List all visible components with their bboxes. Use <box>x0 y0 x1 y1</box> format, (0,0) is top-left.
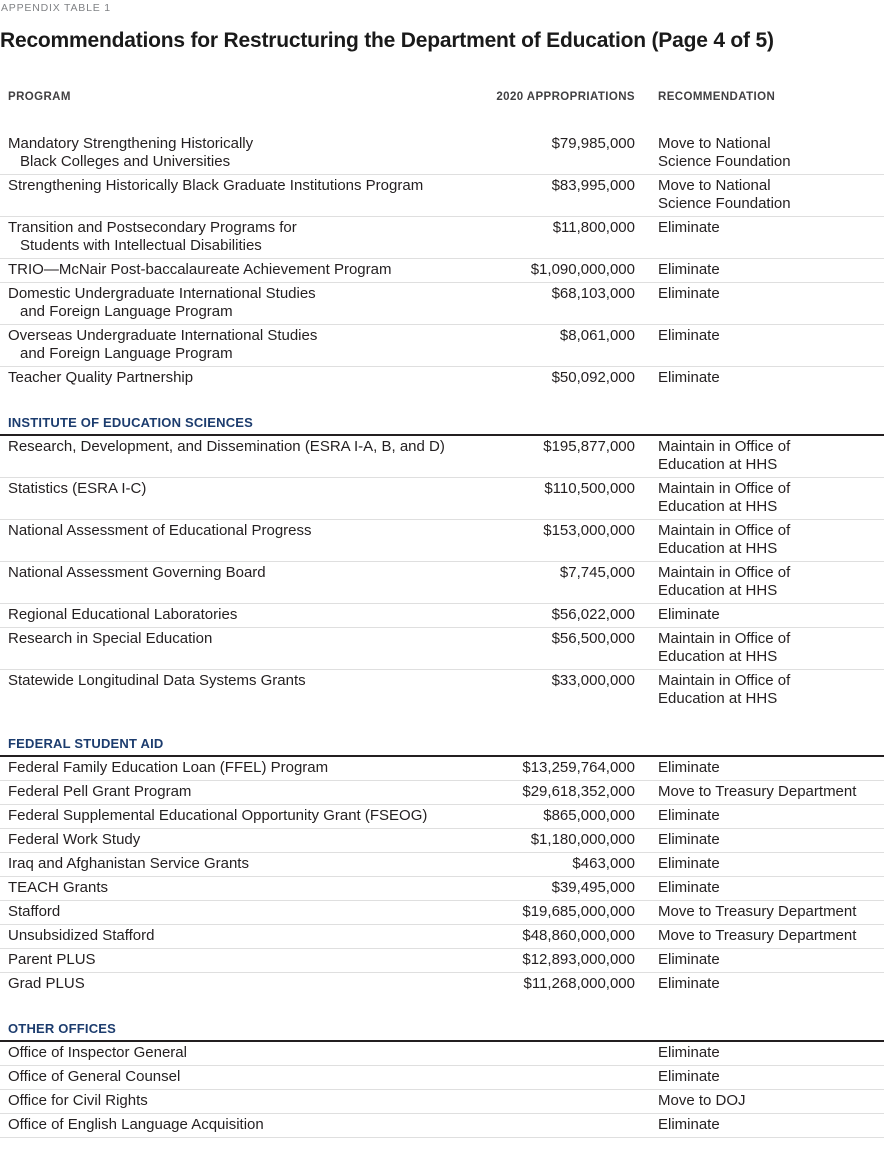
program-cell <box>0 327 484 363</box>
recommendation-cell <box>635 1092 884 1110</box>
recommendation-cell <box>635 1044 884 1062</box>
program-cell <box>0 1116 484 1134</box>
table-section-other-offices <box>0 1021 884 1138</box>
section-heading-institute-of-education-sciences: INSTITUTE OF EDUCATION SCIENCES <box>0 415 884 436</box>
appropriation-cell: $110,500,000 <box>544 480 635 498</box>
appropriation-cell: $19,685,000,000 <box>522 903 635 921</box>
recommendation-line: Maintain in Office of <box>658 564 791 582</box>
table-row <box>0 217 884 259</box>
recommendation-line: Maintain in Office of <box>658 672 791 690</box>
column-header-program: PROGRAM <box>8 91 71 104</box>
appropriation-cell: $39,495,000 <box>551 879 635 897</box>
program-cell <box>0 564 484 600</box>
table-row <box>0 877 884 901</box>
recommendation-line: Move to National <box>658 177 771 195</box>
appropriation-cell: $1,180,000,000 <box>530 831 635 849</box>
recommendation-cell <box>635 879 884 897</box>
recommendation-line: Science Foundation <box>658 195 791 213</box>
table-row <box>0 757 884 781</box>
program-cell <box>0 927 484 945</box>
appropriation-cell: $29,618,352,000 <box>522 783 635 801</box>
table-row <box>0 133 884 175</box>
table-row <box>0 175 884 217</box>
table-row <box>0 1042 884 1066</box>
program-cell <box>0 783 484 801</box>
table-row <box>0 325 884 367</box>
appropriation-cell: $79,985,000 <box>551 135 635 153</box>
recommendation-line: Education at HHS <box>658 690 778 708</box>
recommendation-line: Eliminate <box>658 285 720 303</box>
recommendation-line: Eliminate <box>658 807 720 825</box>
recommendation-cell <box>635 759 884 777</box>
program-line: Stafford <box>8 903 61 921</box>
table-row <box>0 973 884 996</box>
program-line: Federal Family Education Loan (FFEL) Program <box>8 759 329 777</box>
appropriation-cell: $13,259,764,000 <box>522 759 635 777</box>
program-line: and Foreign Language Program <box>20 345 233 363</box>
appropriation-cell <box>484 1068 635 1086</box>
program-line: Strengthening Historically Black Graduate Institutions Program <box>8 177 424 195</box>
table-row <box>0 628 884 670</box>
program-line: Black Colleges and Universities <box>20 153 231 171</box>
recommendation-cell <box>635 327 884 363</box>
program-line: National Assessment Governing Board <box>8 564 266 582</box>
program-line: Federal Supplemental Educational Opportunity Grant (FSEOG) <box>8 807 428 825</box>
table-column-headers <box>0 91 884 103</box>
recommendation-line: Maintain in Office of <box>658 522 791 540</box>
recommendation-line: Eliminate <box>658 951 720 969</box>
recommendation-line: Maintain in Office of <box>658 438 791 456</box>
recommendation-line: Move to National <box>658 135 771 153</box>
appropriation-cell: $11,268,000,000 <box>523 975 635 993</box>
recommendation-line: Eliminate <box>658 327 720 345</box>
program-line: Unsubsidized Stafford <box>8 927 155 945</box>
program-cell <box>0 1068 484 1086</box>
program-line: Overseas Undergraduate International Studies <box>8 327 318 345</box>
recommendation-line: Eliminate <box>658 1116 720 1134</box>
recommendation-line: Education at HHS <box>658 648 778 666</box>
program-line: Federal Work Study <box>8 831 141 849</box>
recommendation-line: Eliminate <box>658 261 720 279</box>
program-line: Mandatory Strengthening Historically <box>8 135 254 153</box>
table-row <box>0 436 884 478</box>
section-heading-other-offices: OTHER OFFICES <box>0 1021 884 1042</box>
appropriation-cell <box>484 1044 635 1062</box>
program-cell <box>0 480 484 516</box>
recommendation-cell <box>635 177 884 213</box>
recommendation-cell <box>635 1068 884 1086</box>
program-line: and Foreign Language Program <box>20 303 233 321</box>
program-cell <box>0 831 484 849</box>
table-row <box>0 478 884 520</box>
program-cell <box>0 522 484 558</box>
appropriation-cell: $11,800,000 <box>552 219 635 237</box>
recommendation-line: Eliminate <box>658 1068 720 1086</box>
table-row <box>0 283 884 325</box>
program-cell <box>0 855 484 873</box>
table-row <box>0 670 884 711</box>
recommendation-cell <box>635 831 884 849</box>
table-row <box>0 829 884 853</box>
program-cell <box>0 759 484 777</box>
program-line: Domestic Undergraduate International Studies <box>8 285 316 303</box>
appropriation-cell: $48,860,000,000 <box>522 927 635 945</box>
program-line: Parent PLUS <box>8 951 96 969</box>
program-cell <box>0 672 484 708</box>
program-line: Research in Special Education <box>8 630 213 648</box>
recommendation-line: Education at HHS <box>658 456 778 474</box>
program-line: Statistics (ESRA I-C) <box>8 480 147 498</box>
recommendation-cell <box>635 672 884 708</box>
table-row <box>0 259 884 283</box>
recommendation-line: Eliminate <box>658 879 720 897</box>
recommendation-line: Eliminate <box>658 369 720 387</box>
appropriation-cell: $12,893,000,000 <box>522 951 635 969</box>
table-row <box>0 1090 884 1114</box>
table-row <box>0 925 884 949</box>
recommendation-line: Eliminate <box>658 831 720 849</box>
recommendation-cell <box>635 480 884 516</box>
table-row <box>0 949 884 973</box>
recommendation-cell <box>635 951 884 969</box>
program-line: Office of English Language Acquisition <box>8 1116 264 1134</box>
appropriation-cell <box>484 1092 635 1110</box>
table-row <box>0 853 884 877</box>
column-header-appropriations: 2020 APPROPRIATIONS <box>496 91 635 104</box>
appendix-table-label: APPENDIX TABLE 1 <box>1 2 111 14</box>
program-cell <box>0 135 484 171</box>
program-cell <box>0 951 484 969</box>
program-line: Statewide Longitudinal Data Systems Grants <box>8 672 306 690</box>
recommendation-cell <box>635 135 884 171</box>
program-cell <box>0 630 484 666</box>
table-row <box>0 901 884 925</box>
column-header-recommendation: RECOMMENDATION <box>658 91 776 104</box>
recommendation-line: Education at HHS <box>658 582 778 600</box>
program-line: Office of General Counsel <box>8 1068 181 1086</box>
appropriation-cell: $33,000,000 <box>551 672 635 690</box>
appropriation-cell: $865,000,000 <box>543 807 635 825</box>
recommendation-line: Eliminate <box>658 1044 720 1062</box>
program-cell <box>0 975 484 993</box>
recommendation-line: Move to Treasury Department <box>658 903 857 921</box>
program-line: Students with Intellectual Disabilities <box>20 237 262 255</box>
table-row <box>0 781 884 805</box>
recommendation-line: Move to Treasury Department <box>658 927 857 945</box>
recommendation-cell <box>635 285 884 321</box>
program-cell <box>0 177 484 213</box>
table-row <box>0 1114 884 1138</box>
appropriation-cell: $68,103,000 <box>551 285 635 303</box>
table-row <box>0 805 884 829</box>
program-line: Regional Educational Laboratories <box>8 606 238 624</box>
table-section-federal-student-aid <box>0 736 884 996</box>
recommendation-cell <box>635 564 884 600</box>
recommendation-cell <box>635 975 884 993</box>
recommendation-cell <box>635 807 884 825</box>
program-cell <box>0 1092 484 1110</box>
appropriation-cell: $56,500,000 <box>551 630 635 648</box>
table-section-top <box>0 133 884 390</box>
recommendation-cell <box>635 606 884 624</box>
recommendation-line: Education at HHS <box>658 498 778 516</box>
program-cell <box>0 1044 484 1062</box>
appropriation-cell: $50,092,000 <box>551 369 635 387</box>
recommendation-cell <box>635 261 884 279</box>
recommendation-line: Move to Treasury Department <box>658 783 857 801</box>
recommendation-line: Eliminate <box>658 759 720 777</box>
recommendation-cell <box>635 1116 884 1134</box>
recommendation-cell <box>635 855 884 873</box>
program-line: TRIO—McNair Post-baccalaureate Achievement Program <box>8 261 392 279</box>
recommendation-cell <box>635 783 884 801</box>
recommendation-cell <box>635 522 884 558</box>
recommendation-line: Move to DOJ <box>658 1092 746 1110</box>
program-cell <box>0 219 484 255</box>
recommendation-line: Science Foundation <box>658 153 791 171</box>
recommendation-cell <box>635 369 884 387</box>
program-cell <box>0 879 484 897</box>
recommendation-cell <box>635 927 884 945</box>
recommendation-line: Eliminate <box>658 975 720 993</box>
table-row <box>0 562 884 604</box>
table-row <box>0 604 884 628</box>
program-line: Grad PLUS <box>8 975 85 993</box>
program-line: Office of Inspector General <box>8 1044 187 1062</box>
table-section-institute-of-education-sciences <box>0 415 884 711</box>
table-row <box>0 1066 884 1090</box>
program-cell <box>0 903 484 921</box>
program-line: Transition and Postsecondary Programs for <box>8 219 297 237</box>
recommendation-cell <box>635 219 884 255</box>
program-line: TEACH Grants <box>8 879 109 897</box>
appropriation-cell: $195,877,000 <box>543 438 635 456</box>
program-line: National Assessment of Educational Progress <box>8 522 312 540</box>
table-row <box>0 520 884 562</box>
program-cell <box>0 807 484 825</box>
recommendation-line: Eliminate <box>658 219 720 237</box>
program-line: Federal Pell Grant Program <box>8 783 192 801</box>
appropriation-cell: $83,995,000 <box>551 177 635 195</box>
appropriation-cell <box>484 1116 635 1134</box>
table-row <box>0 367 884 390</box>
appropriation-cell: $56,022,000 <box>551 606 635 624</box>
appropriation-cell: $1,090,000,000 <box>530 261 635 279</box>
program-line: Research, Development, and Dissemination (ESRA I-A, B, and D) <box>8 438 445 456</box>
appropriation-cell: $153,000,000 <box>543 522 635 540</box>
appropriation-cell: $463,000 <box>572 855 635 873</box>
recommendation-line: Education at HHS <box>658 540 778 558</box>
page-title: Recommendations for Restructuring the Department of Education (Page 4 of 5) <box>0 29 774 52</box>
program-cell <box>0 438 484 474</box>
program-line: Teacher Quality Partnership <box>8 369 194 387</box>
table-body <box>0 133 884 1138</box>
program-line: Office for Civil Rights <box>8 1092 148 1110</box>
program-cell <box>0 285 484 321</box>
program-cell <box>0 369 484 387</box>
appropriation-cell: $7,745,000 <box>559 564 635 582</box>
program-cell <box>0 606 484 624</box>
recommendation-cell <box>635 903 884 921</box>
section-heading-federal-student-aid: FEDERAL STUDENT AID <box>0 736 884 757</box>
program-line: Iraq and Afghanistan Service Grants <box>8 855 249 873</box>
recommendation-cell <box>635 630 884 666</box>
recommendation-line: Maintain in Office of <box>658 630 791 648</box>
recommendation-cell <box>635 438 884 474</box>
recommendation-line: Eliminate <box>658 855 720 873</box>
program-cell <box>0 261 484 279</box>
recommendation-line: Maintain in Office of <box>658 480 791 498</box>
recommendation-line: Eliminate <box>658 606 720 624</box>
appropriation-cell: $8,061,000 <box>559 327 635 345</box>
